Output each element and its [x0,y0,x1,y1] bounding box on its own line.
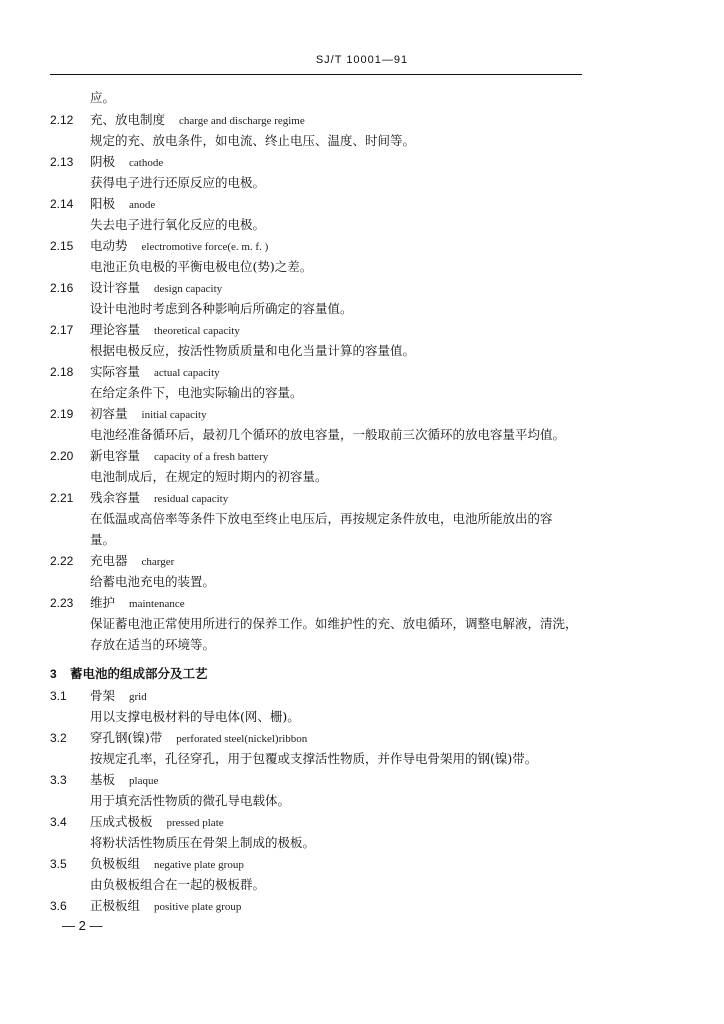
definition-line: 存放在适当的环境等。 [90,637,216,652]
term-english: capacity of a fresh battery [154,451,269,463]
clause-number: 3.3 [50,773,67,787]
definition-line: 获得电子进行还原反应的电极。 [90,175,266,190]
clause-number: 3.1 [50,689,67,703]
term-chinese: 压成式极板 [90,814,153,829]
definition-line: 应。 [90,90,116,105]
term-english: design capacity [154,283,223,295]
term-chinese: 正极板组 [90,898,141,913]
definition-line: 量。 [90,532,116,547]
definition-line: 在给定条件下，电池实际输出的容量。 [90,385,303,400]
term-english: charger [141,556,175,568]
term-english: anode [129,199,156,211]
definition-line: 用以支撑电极材料的导电体(网、栅)。 [90,709,300,724]
clause-number: 2.23 [50,596,74,610]
clause-number: 2.20 [50,449,74,463]
document-code: SJ/T 10001—91 [315,54,409,66]
term-english: cathode [129,157,164,169]
definition-line: 用于填充活性物质的微孔导电载体。 [90,793,291,808]
section-title: 蓄电池的组成部分及工艺 [70,666,208,681]
term-chinese: 理论容量 [90,322,141,337]
clause-number: 2.18 [50,365,74,379]
term-english: pressed plate [166,817,224,829]
definition-line: 电池正负电极的平衡电极电位(势)之差。 [90,259,313,274]
definition-line: 电池经准备循环后，最初几个循环的放电容量，一般取前三次循环的放电容量平均值。 [90,427,566,442]
term-english: initial capacity [141,409,207,421]
term-chinese: 实际容量 [90,364,141,379]
clause-number: 3.4 [50,815,67,829]
term-chinese: 充电器 [90,553,128,568]
definition-line: 失去电子进行氧化反应的电极。 [90,217,266,232]
term-chinese: 阳极 [90,196,116,211]
term-chinese: 骨架 [90,688,116,703]
term-chinese: 穿孔钢(镍)带 [90,730,163,745]
term-english: actual capacity [154,367,220,379]
section-number: 3 [50,667,57,681]
definition-line: 规定的充、放电条件，如电流、终止电压、温度、时间等。 [90,133,416,148]
clause-number: 2.22 [50,554,74,568]
term-english: charge and discharge regime [179,115,305,127]
term-chinese: 初容量 [90,406,128,421]
definition-line: 根据电极反应，按活性物质质量和电化当量计算的容量值。 [90,343,416,358]
clause-number: 2.19 [50,407,74,421]
definition-line: 将粉状活性物质压在骨架上制成的极板。 [90,835,316,850]
header-rule [50,74,582,75]
term-chinese: 基板 [90,772,116,787]
term-english: plaque [129,775,159,787]
clause-number: 2.14 [50,197,74,211]
term-english: maintenance [129,598,185,610]
clause-number: 2.21 [50,491,74,505]
clause-number: 2.13 [50,155,74,169]
definition-line: 在低温或高倍率等条件下放电至终止电压后，再按规定条件放电，电池所能放出的容 [90,511,553,526]
term-chinese: 维护 [90,595,116,610]
clause-number: 2.16 [50,281,74,295]
page-number: — 2 — [62,918,103,933]
clause-number: 3.2 [50,731,67,745]
term-chinese: 阴极 [90,154,116,169]
definition-line: 设计电池时考虑到各种影响后所确定的容量值。 [90,301,353,316]
term-english: residual capacity [154,493,229,505]
clause-number: 2.12 [50,113,74,127]
term-english: negative plate group [154,859,244,871]
term-english: grid [129,691,147,703]
term-chinese: 设计容量 [90,280,141,295]
clause-number: 2.17 [50,323,74,337]
term-chinese: 残余容量 [90,490,141,505]
clause-number: 3.5 [50,857,67,871]
term-english: positive plate group [154,901,242,913]
term-chinese: 新电容量 [90,448,141,463]
term-english: theoretical capacity [154,325,240,337]
term-english: perforated steel(nickel)ribbon [176,733,308,745]
term-chinese: 电动势 [90,238,128,253]
definition-line: 保证蓄电池正常使用所进行的保养工作。如维护性的充、放电循环，调整电解液，清洗， [90,616,578,631]
definition-line: 由负极板组合在一起的极板群。 [90,877,266,892]
term-chinese: 充、放电制度 [90,112,166,127]
definition-line: 电池制成后，在规定的短时期内的初容量。 [90,469,328,484]
term-english: electromotive force(e. m. f. ) [141,241,269,253]
term-chinese: 负极板组 [90,856,141,871]
definition-line: 给蓄电池充电的装置。 [90,574,216,589]
clause-number: 2.15 [50,239,74,253]
clause-number: 3.6 [50,899,67,913]
definition-line: 按规定孔率，孔径穿孔，用于包覆或支撑活性物质，并作导电骨架用的钢(镍)带。 [90,751,538,766]
